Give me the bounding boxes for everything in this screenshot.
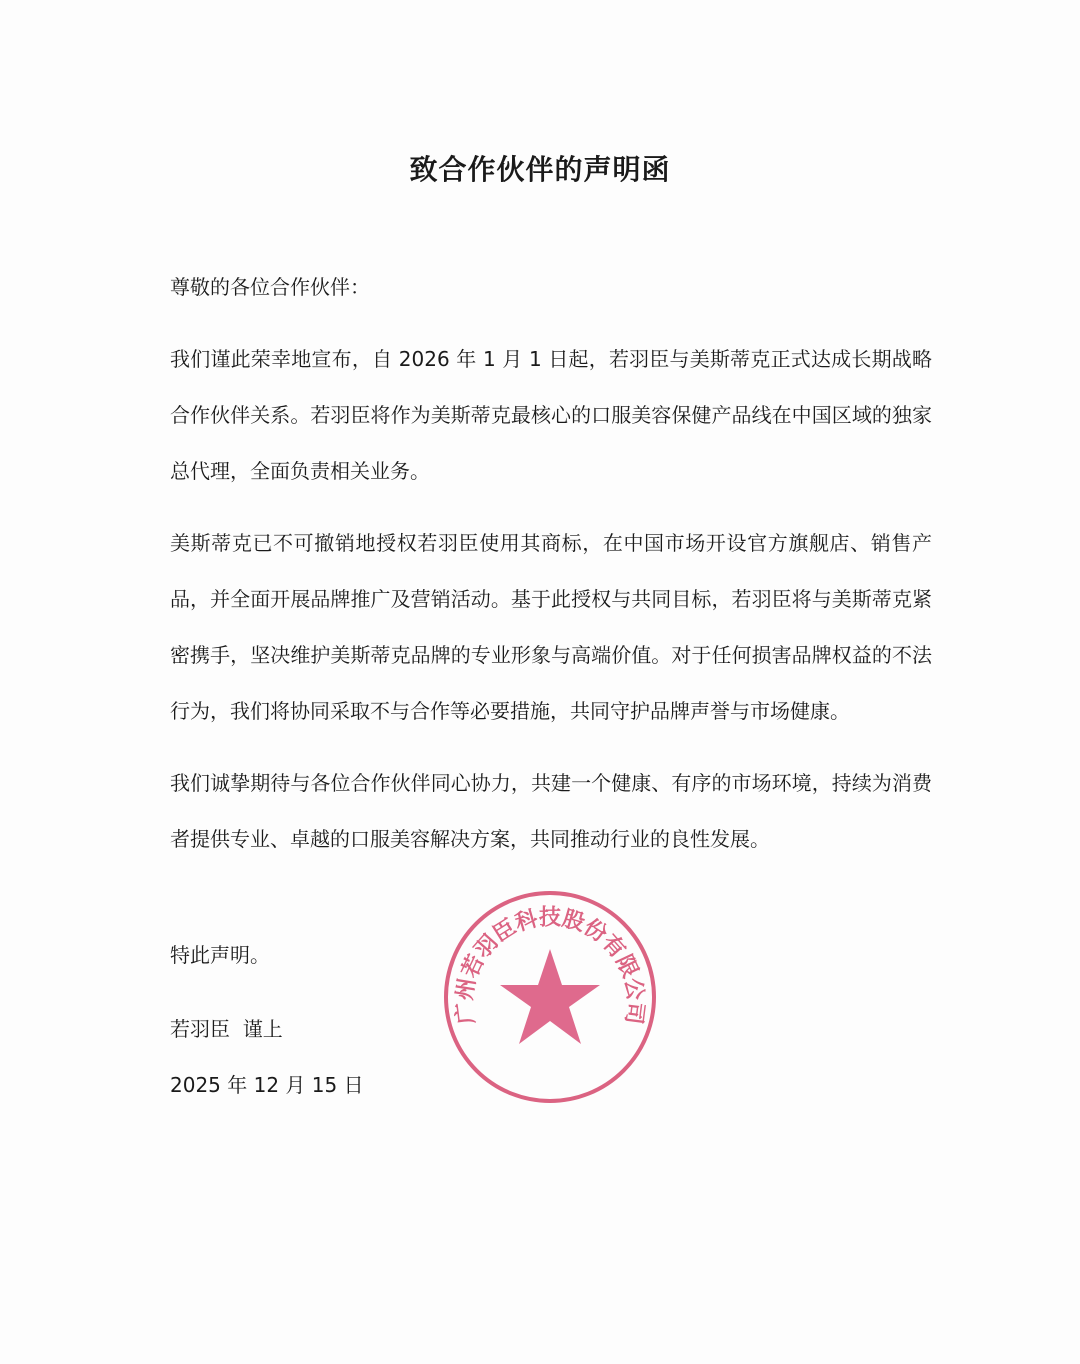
paragraph-2: 美斯蒂克已不可撤销地授权若羽臣使用其商标，在中国市场开设官方旗舰店、销售产品，并全面开展品牌推广及营销活动。基于此授权与共同目标，若羽臣将与美斯蒂克紧密携手，坚决维护美斯蒂克品牌的专业形象与高端价值。对于任何损害品牌权益的不法行为，我们将协同采取不与合作等必要措施，共同守护品牌声誉与市场健康。: [170, 531, 932, 723]
star-icon: [500, 949, 600, 1044]
paragraph-1: 我们谨此荣幸地宣布，自 2026 年 1 月 1 日起，若羽臣与美斯蒂克正式达成长期战略合作伙伴关系。若羽臣将作为美斯蒂克最核心的口服美容保健产品线在中国区域的独家总代理，全面负责相关业务。: [170, 347, 932, 483]
closing: 特此声明。: [170, 943, 270, 967]
paragraph-3: 我们诚挚期待与各位合作伙伴同心协力，共建一个健康、有序的市场环境，持续为消费者提供专业、卓越的口服美容解决方案，共同推动行业的良性发展。: [170, 771, 932, 851]
company-seal-stamp: [440, 887, 660, 1107]
date: 2025 年 12 月 15 日: [170, 1073, 364, 1097]
signature: 若羽臣 谨上: [170, 1017, 283, 1041]
document-title: 致合作伙伴的声明函: [409, 153, 671, 186]
seal-text: 广州若羽臣科技股份有限公司: [452, 905, 648, 1026]
greeting: 尊敬的各位合作伙伴：: [170, 275, 370, 299]
